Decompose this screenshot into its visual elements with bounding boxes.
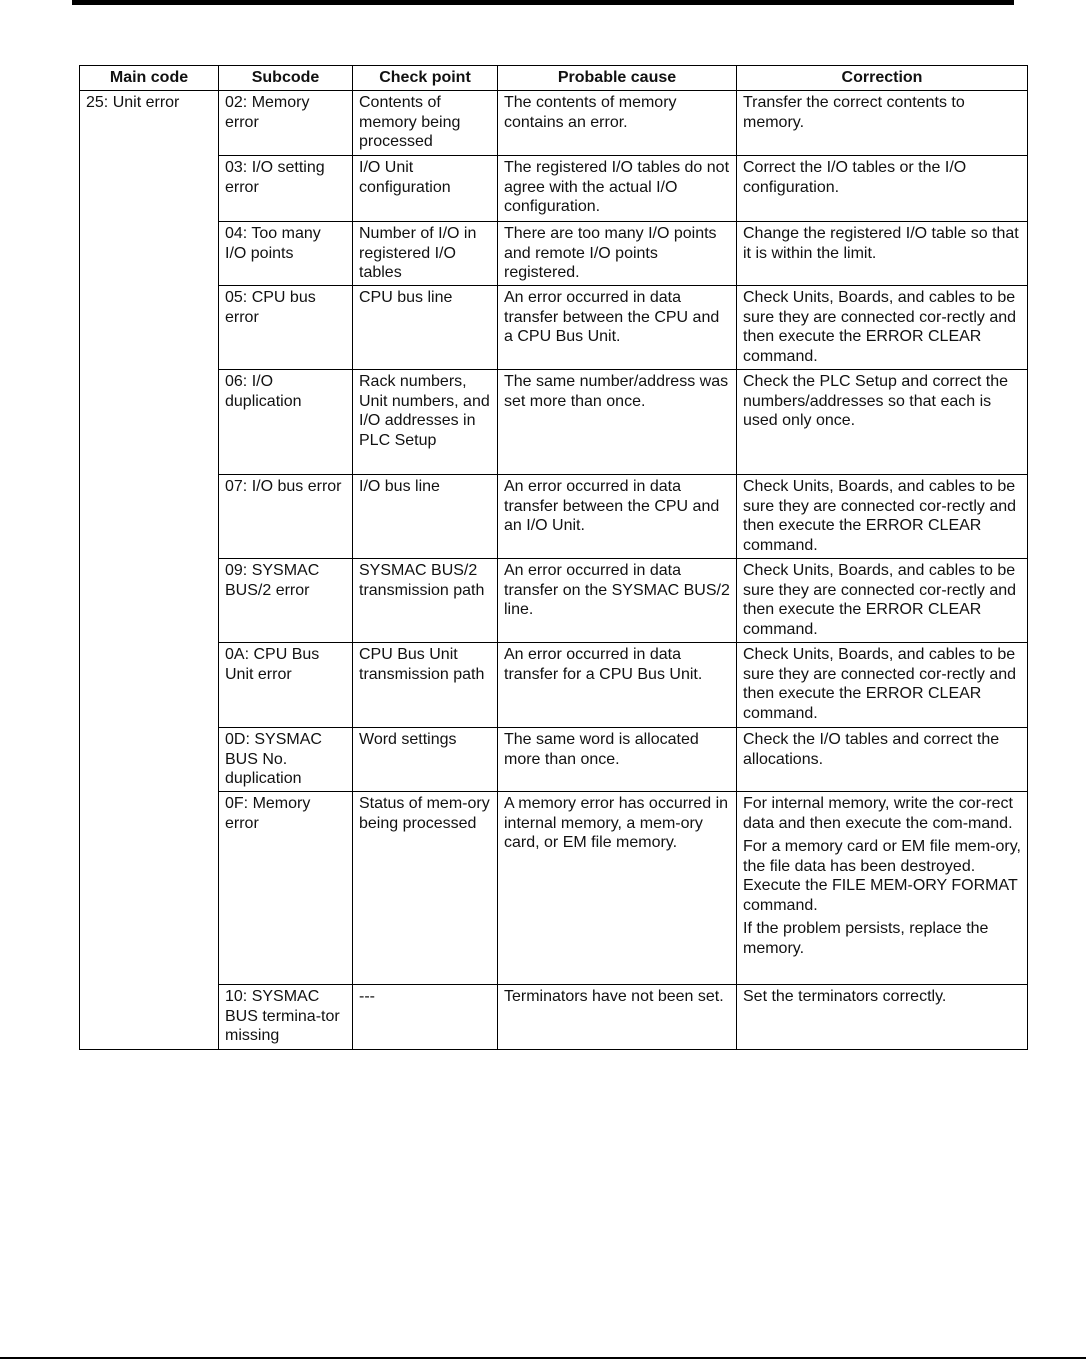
subcode-cell: 05: CPU bus error [219,286,353,370]
probable-cause-cell: The same number/address was set more than once. [498,370,737,475]
probable-cause-cell: The contents of memory contains an error. [498,91,737,156]
correction-text: Set the terminators correctly. [743,988,947,1005]
header-probable-cause: Probable cause [498,66,737,91]
check-point-cell: Rack numbers, Unit numbers, and I/O addresses in PLC Setup [353,370,498,475]
table-row [80,792,1028,985]
check-point-cell: CPU bus line [353,286,498,370]
correction-cell [737,156,1028,222]
table-row [80,91,1028,156]
correction-text: For internal memory, write the cor-rect data and then execute the com-mand. [743,795,1013,832]
correction-text: Correct the I/O tables or the I/O configuration. [743,159,967,196]
probable-cause-cell: The registered I/O tables do not agree with the actual I/O configuration. [498,156,737,222]
subcode-cell: 0A: CPU Bus Unit error [219,643,353,728]
check-point-cell: SYSMAC BUS/2 transmission path [353,559,498,643]
correction-cell [737,286,1028,370]
check-point-cell: Word settings [353,728,498,792]
probable-cause-cell: The same word is allocated more than once. [498,728,737,792]
correction-text: Check Units, Boards, and cables to be sure they are connected cor-rectly and then execute the ERROR CLEAR command. [743,646,1017,722]
correction-cell [737,475,1028,559]
table-row [80,728,1028,792]
header-subcode: Subcode [219,66,353,91]
header-main-code: Main code [80,66,219,91]
probable-cause-cell: There are too many I/O points and remote I/O points registered. [498,222,737,286]
correction-cell [737,728,1028,792]
correction-cell [737,643,1028,728]
correction-text: For a memory card or EM file mem-ory, the file data has been destroyed. Execute the FILE MEM-ORY FORMAT command. [743,838,1021,914]
correction-cell [737,559,1028,643]
check-point-cell: --- [353,985,498,1050]
subcode-cell: 06: I/O duplication [219,370,353,475]
correction-text: Transfer the correct contents to memory. [743,94,965,131]
bottom-rule [0,1357,1086,1359]
subcode-cell: 10: SYSMAC BUS termina-tor missing [219,985,353,1050]
correction-cell [737,792,1028,985]
correction-text: Check Units, Boards, and cables to be sure they are connected cor-rectly and then execute the ERROR CLEAR command. [743,289,1017,365]
top-rule [72,0,1014,5]
subcode-cell: 02: Memory error [219,91,353,156]
main-code-cell: 25: Unit error [80,91,219,1050]
check-point-cell: CPU Bus Unit transmission path [353,643,498,728]
probable-cause-cell: Terminators have not been set. [498,985,737,1050]
probable-cause-cell: An error occurred in data transfer between the CPU and a CPU Bus Unit. [498,286,737,370]
table-row [80,222,1028,286]
probable-cause-cell: A memory error has occurred in internal memory, a mem-ory card, or EM file memory. [498,792,737,985]
table-header-row [80,66,1028,91]
header-check-point: Check point [353,66,498,91]
check-point-cell: I/O bus line [353,475,498,559]
table-row [80,643,1028,728]
probable-cause-cell: An error occurred in data transfer on the SYSMAC BUS/2 line. [498,559,737,643]
table-row [80,559,1028,643]
correction-cell [737,370,1028,475]
correction-text: Change the registered I/O table so that it is within the limit. [743,225,1019,262]
table-row [80,156,1028,222]
subcode-cell: 03: I/O setting error [219,156,353,222]
correction-text: Check the I/O tables and correct the allocations. [743,731,1000,768]
check-point-cell: Number of I/O in registered I/O tables [353,222,498,286]
subcode-cell: 04: Too many I/O points [219,222,353,286]
probable-cause-cell: An error occurred in data transfer between the CPU and an I/O Unit. [498,475,737,559]
check-point-cell: I/O Unit configuration [353,156,498,222]
correction-text: Check the PLC Setup and correct the numbers/addresses so that each is used only once. [743,373,1009,429]
table-row [80,370,1028,475]
header-correction: Correction [737,66,1028,91]
subcode-cell: 07: I/O bus error [219,475,353,559]
table-row [80,286,1028,370]
check-point-cell: Contents of memory being processed [353,91,498,156]
correction-cell [737,222,1028,286]
correction-cell [737,985,1028,1050]
correction-text: If the problem persists, replace the memory. [743,920,989,957]
check-point-cell: Status of mem-ory being processed [353,792,498,985]
subcode-cell: 0D: SYSMAC BUS No. duplication [219,728,353,792]
error-code-table [79,65,1028,1050]
table-row [80,985,1028,1050]
table-row [80,475,1028,559]
correction-text: Check Units, Boards, and cables to be sure they are connected cor-rectly and then execute the ERROR CLEAR command. [743,478,1017,554]
subcode-cell: 0F: Memory error [219,792,353,985]
subcode-cell: 09: SYSMAC BUS/2 error [219,559,353,643]
correction-text: Check Units, Boards, and cables to be sure they are connected cor-rectly and then execute the ERROR CLEAR command. [743,562,1017,638]
correction-cell [737,91,1028,156]
probable-cause-cell: An error occurred in data transfer for a CPU Bus Unit. [498,643,737,728]
